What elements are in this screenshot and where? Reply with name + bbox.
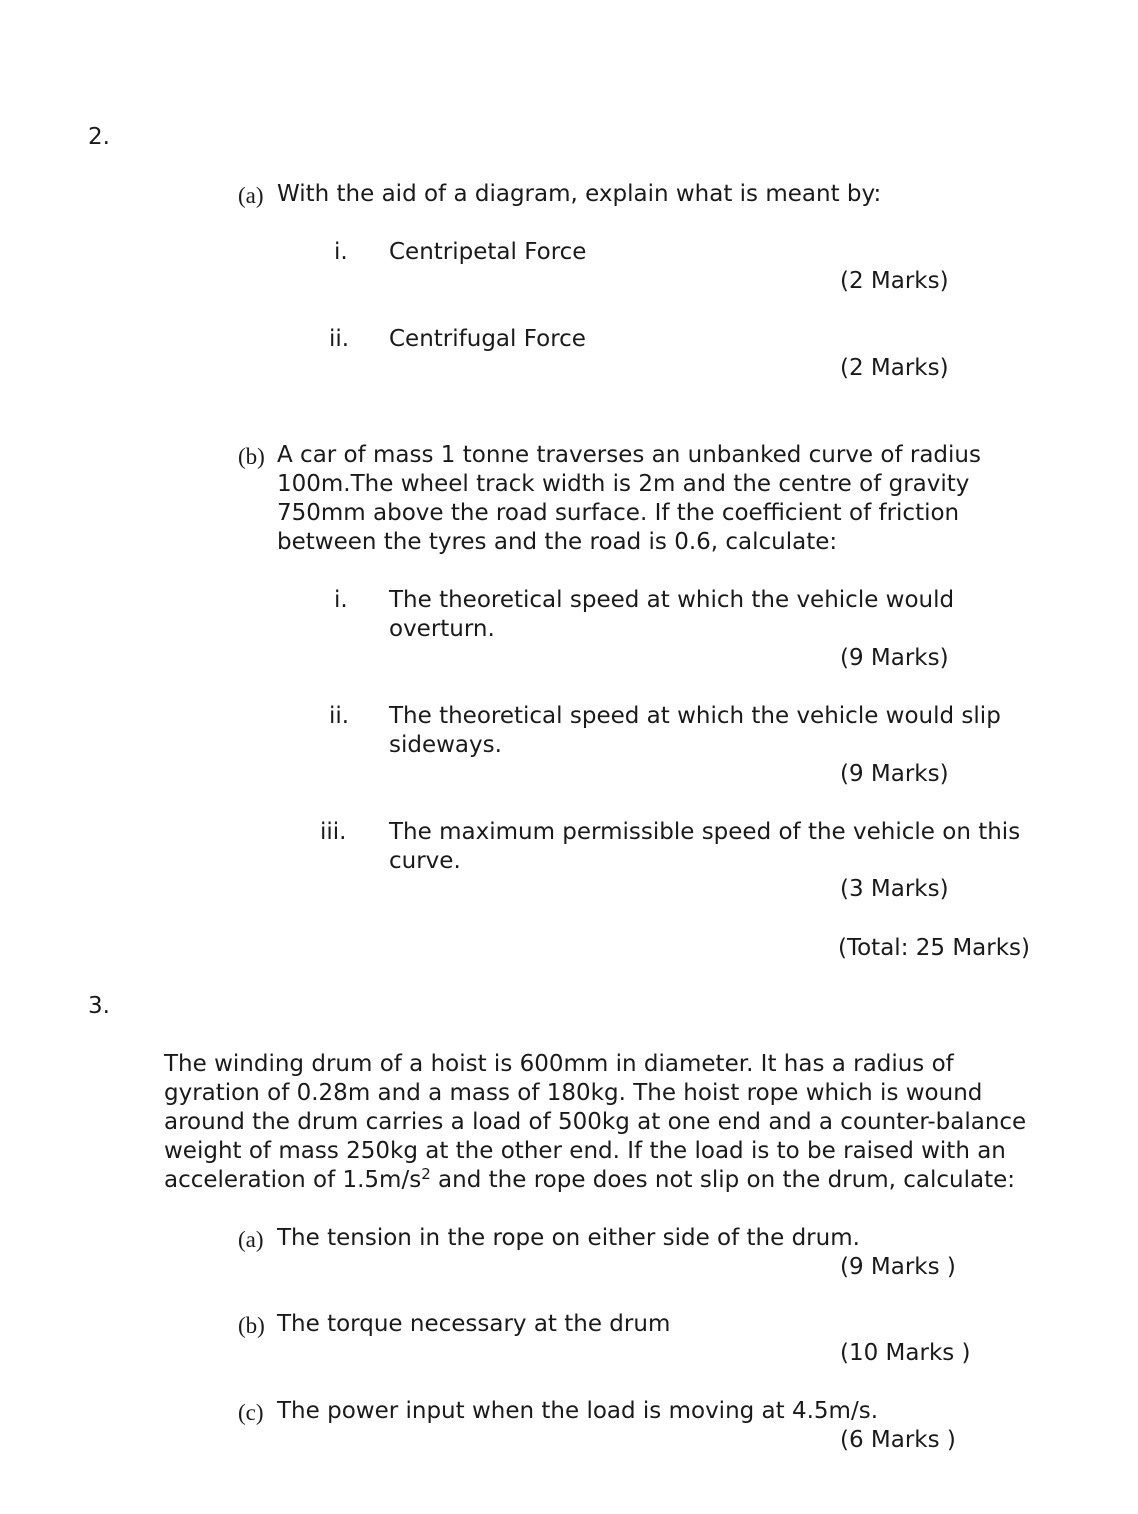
q2-b-item-2-num: ii. <box>329 703 350 729</box>
q2-b-item-3-line-1: The maximum permissible speed of the vehicle on this <box>389 819 1021 845</box>
q2-b-item-3-num: iii. <box>320 819 347 845</box>
q3-part-b-text: The torque necessary at the drum <box>277 1311 671 1337</box>
q3-part-b-label: (b) <box>238 1313 265 1338</box>
q3-part-c-text: The power input when the load is moving at 4.5m/s. <box>277 1398 879 1424</box>
q2-part-a-text: With the aid of a diagram, explain what is meant by: <box>277 181 882 207</box>
q2-b-item-1-marks: (9 Marks) <box>840 645 949 671</box>
q2-b-item-1-line-1: The theoretical speed at which the vehicle would <box>389 587 955 613</box>
q2-b-item-1-num: i. <box>334 587 348 613</box>
q2-b-item-3-marks: (3 Marks) <box>840 876 949 902</box>
superscript-2: 2 <box>421 1165 431 1183</box>
q2-b-item-2-marks: (9 Marks) <box>840 761 949 787</box>
q3-intro-line-5 <box>164 1166 1015 1195</box>
q3-part-b-marks: (10 Marks ) <box>840 1340 971 1366</box>
q3-part-c-label: (c) <box>238 1400 264 1425</box>
q3-intro-line-2: gyration of 0.28m and a mass of 180kg. The hoist rope which is wound <box>164 1080 983 1106</box>
q3-intro-line-5-post: and the rope does not slip on the drum, calculate: <box>430 1167 1015 1193</box>
q3-intro-line-4: weight of mass 250kg at the other end. If the load is to be raised with an <box>164 1138 1006 1164</box>
q2-part-b-line-1: A car of mass 1 tonne traverses an unbanked curve of radius <box>277 442 981 468</box>
q3-part-a-label: (a) <box>238 1227 264 1252</box>
q2-b-item-1-line-2: overturn. <box>389 616 495 642</box>
q2-part-b-label: (b) <box>238 444 265 469</box>
q2-a-item-1-num: i. <box>334 239 348 265</box>
q3-part-a-text: The tension in the rope on either side of the drum. <box>277 1225 860 1251</box>
q2-part-b-line-4: between the tyres and the road is 0.6, calculate: <box>277 529 838 555</box>
q3-intro-line-5-pre: acceleration of 1.5m/s <box>164 1167 422 1193</box>
q3-intro-line-3: around the drum carries a load of 500kg at one end and a counter-balance <box>164 1109 1027 1135</box>
q2-part-b-line-3: 750mm above the road surface. If the coefficient of friction <box>277 500 960 526</box>
q2-b-item-2-line-1: The theoretical speed at which the vehicle would slip <box>389 703 1001 729</box>
q2-a-item-1-text: Centripetal Force <box>389 239 587 265</box>
q2-a-item-2-num: ii. <box>329 326 350 352</box>
question-2-number: 2. <box>88 124 110 150</box>
q2-b-item-2-line-2: sideways. <box>389 732 502 758</box>
q2-a-item-2-marks: (2 Marks) <box>840 355 949 381</box>
q2-part-a-label: (a) <box>238 183 264 208</box>
q2-a-item-2-text: Centrifugal Force <box>389 326 586 352</box>
question-3-number: 3. <box>88 993 110 1019</box>
q3-part-a-marks: (9 Marks ) <box>840 1254 956 1280</box>
q2-a-item-1-marks: (2 Marks) <box>840 268 949 294</box>
q2-total-marks: (Total: 25 Marks) <box>838 935 1030 961</box>
q2-b-item-3-line-2: curve. <box>389 848 461 874</box>
q3-intro-line-1: The winding drum of a hoist is 600mm in diameter. It has a radius of <box>164 1051 954 1077</box>
q2-part-b-line-2: 100m.The wheel track width is 2m and the centre of gravity <box>277 471 970 497</box>
q3-part-c-marks: (6 Marks ) <box>840 1427 956 1453</box>
